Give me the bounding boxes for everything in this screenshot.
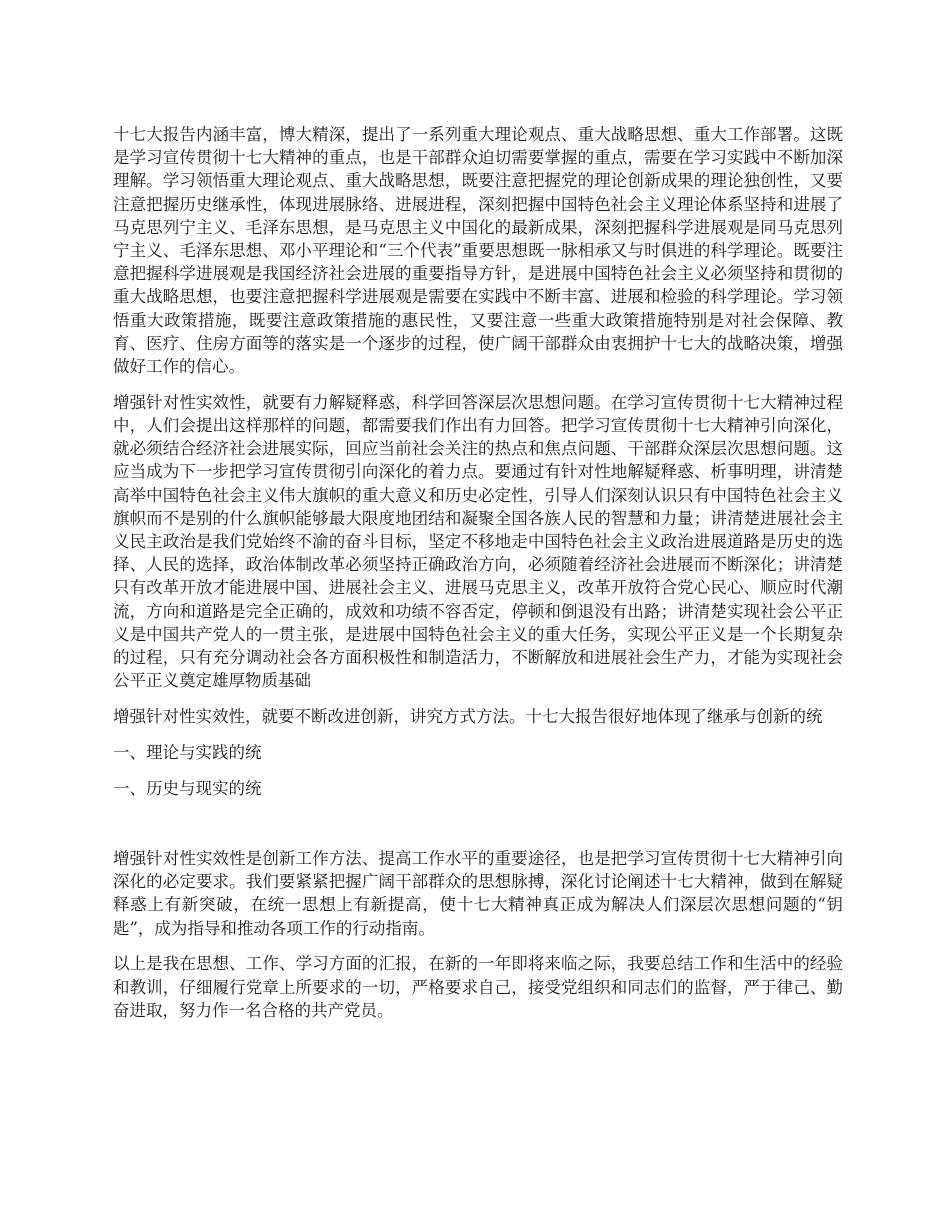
paragraph-innovation: 增强针对性实效性，就要不断改进创新，讲究方式方法。十七大报告很好地体现了继承与创新的统 xyxy=(113,706,823,726)
list-item-history-reality: 一、历史与现实的统 xyxy=(113,778,262,798)
paragraph-answer-questions: 增强针对性实效性，就要有力解疑释惑，科学回答深层次思想问题。在学习宣传贯彻十七大精神过程中，人们会提出这样那样的问题，都需要我们作出有力回答。把学习宣传贯彻十七大精神引向深化，就必须结合经济社会进展实际，回应当前社会关注的热点和焦点问题、干部群众深层次思想问题。这应当成为下一步把学习宣传贯彻引向深化的着力点。要通过有针对性地解疑释惑、析事明理，讲清楚高举中国特色社会主义伟大旗帜的重大意义和历史必定性，引导人们深刻认识只有中国特色社会主义旗帜而不是别的什么旗帜能够最大限度地团结和凝聚全国各族人民的智慧和力量；讲清楚进展社会主义民主政治是我们党始终不渝的奋斗目标，坚定不移地走中国特色社会主义政治进展道路是历史的选择、人民的选择，政治体制改革必须坚持正确政治方向，必须随着经济社会进展而不断深化；讲清楚只有改革开放才能进展中国、进展社会主义、进展马克思主义，改革开放符合党心民心、顺应时代潮流，方向和道路是完全正确的，成效和功绩不容否定，停顿和倒退没有出路；讲清楚实现社会公平正义是中国共产党人的一贯主张，是进展中国特色社会主义的重大任务，实现公平正义是一个长期复杂的过程，只有充分调动社会各方面积极性和制造活力，不断解放和进展社会生产力，才能为实现社会公平正义奠定雄厚物质基础 xyxy=(113,392,843,691)
paragraph-theory: 十七大报告内涵丰富，博大精深，提出了一系列重大理论观点、重大战略思想、重大工作部署。这既是学习宣传贯彻十七大精神的重点，也是干部群众迫切需要掌握的重点，需要在学习实践中不断加深理解。学习领悟重大理论观点、重大战略思想，既要注意把握党的理论创新成果的理论独创性，又要注意把握历史继承性，体现进展脉络、进展进程，深刻把握中国特色社会主义理论体系坚持和进展了马克思列宁主义、毛泽东思想，是马克思主义中国化的最新成果，深刻把握科学进展观是同马克思列宁主义、毛泽东思想、邓小平理论和“三个代表”重要思想既一脉相承又与时俱进的科学理论。既要注意把握科学进展观是我国经济社会进展的重要指导方针，是进展中国特色社会主义必须坚持和贯彻的重大战略思想，也要注意把握科学进展观是需要在实践中不断丰富、进展和检验的科学理论。学习领悟重大政策措施，既要注意政策措施的惠民性，又要注意一些重大政策措施特别是对社会保障、教育、医疗、住房方面等的落实是一个逐步的过程，使广阔干部群众由衷拥护十七大的战略决策，增强做好工作的信心。 xyxy=(113,125,843,377)
blank-spacer xyxy=(113,813,843,847)
document-page xyxy=(113,123,843,1034)
paragraph-effectiveness: 增强针对性实效性是创新工作方法、提高工作水平的重要途径，也是把学习宣传贯彻十七大精神引向深化的必定要求。我们要紧紧把握广阔干部群众的思想脉搏，深化讨论阐述十七大精神，做到在解疑释惑上有新突破，在统一思想上有新提高，使十七大精神真正成为解决人们深层次思想问题的“钥匙”，成为指导和推动各项工作的行动指南。 xyxy=(113,848,843,938)
paragraph-conclusion: 以上是我在思想、工作、学习方面的汇报，在新的一年即将来临之际，我要总结工作和生活中的经验和教训，仔细履行党章上所要求的一切，严格要求自己，接受党组织和同志们的监督，严于律己、勤奋进取，努力作一名合格的共产党员。 xyxy=(113,954,843,1020)
list-item-theory-practice: 一、理论与实践的统 xyxy=(113,742,262,762)
